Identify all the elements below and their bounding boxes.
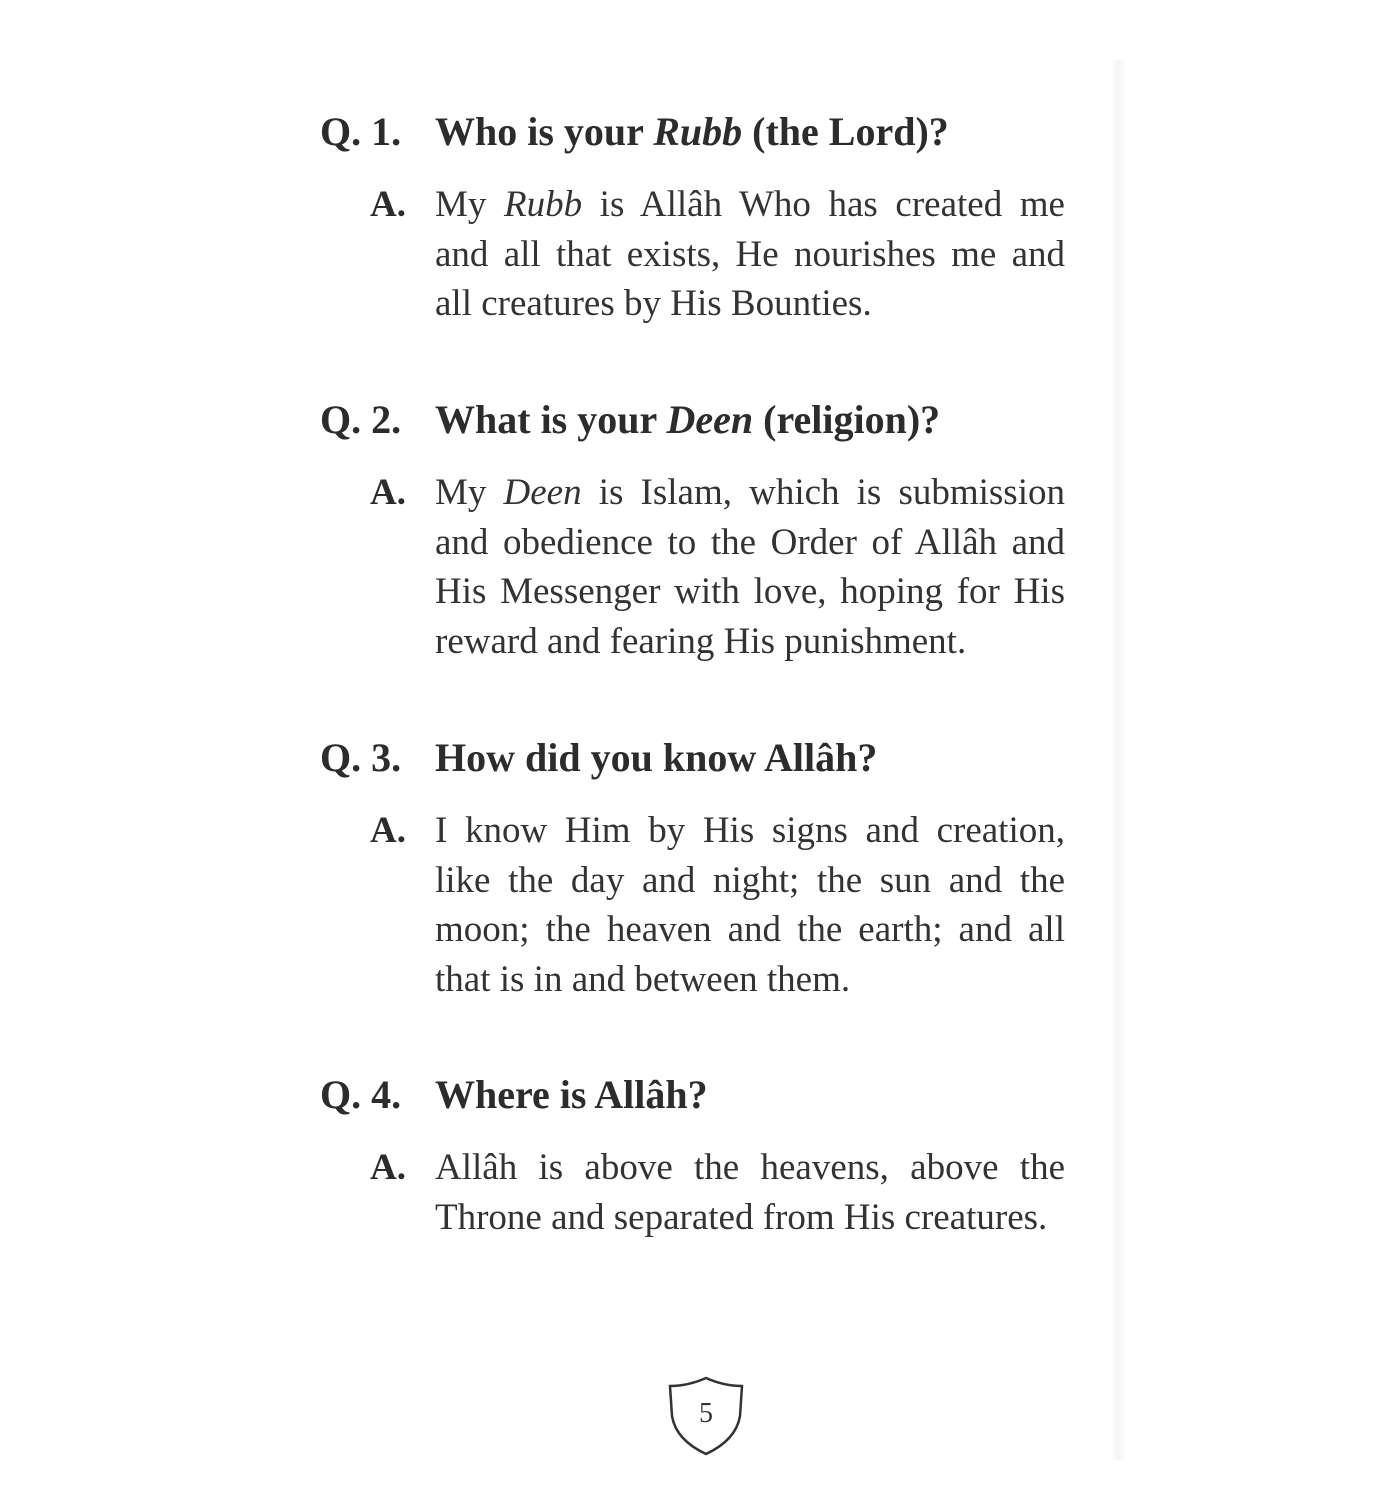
answer-text: I know Him by His signs and creation, like the day and night; the sun and the moon; the heaven and the earth; and all that is in and between them. bbox=[435, 810, 1065, 1000]
answer-text: My Rubb is Allâh Who has created me and all that exists, He nourishes me and all creatures by His Bounties. bbox=[435, 184, 1065, 324]
question-number: Q. 3. bbox=[320, 735, 402, 780]
answer-text: My Deen is Islam, which is submission and obedience to the Order of Allâh and His Messenger with love, hoping for His reward and fearing His punishment. bbox=[435, 472, 1065, 662]
page-number: 5 bbox=[699, 1398, 713, 1429]
answer-label: A. bbox=[370, 184, 406, 225]
question-text: What is your Deen (religion)? bbox=[435, 397, 941, 442]
question-text: How did you know Allâh? bbox=[435, 735, 878, 780]
question-number: Q. 1. bbox=[320, 109, 402, 154]
page-number-badge bbox=[666, 1376, 746, 1458]
question-4 bbox=[320, 1071, 1065, 1119]
answer-2 bbox=[370, 468, 1065, 666]
question-number: Q. 2. bbox=[320, 397, 402, 442]
answer-text: Allâh is above the heavens, above the Throne and separated from His creatures. bbox=[435, 1147, 1065, 1238]
answer-label: A. bbox=[370, 472, 406, 513]
answer-label: A. bbox=[370, 810, 406, 851]
answer-4 bbox=[370, 1143, 1065, 1242]
question-3 bbox=[320, 734, 1065, 782]
answer-label: A. bbox=[370, 1147, 406, 1188]
question-text: Where is Allâh? bbox=[435, 1072, 708, 1117]
answer-1 bbox=[370, 180, 1065, 329]
scan-shadow bbox=[1110, 60, 1126, 1460]
qa-block-2 bbox=[320, 396, 1065, 666]
qa-block-4 bbox=[320, 1071, 1065, 1242]
qa-block-3 bbox=[320, 734, 1065, 1004]
qa-block-1 bbox=[320, 108, 1065, 329]
question-1 bbox=[320, 108, 1065, 156]
question-text: Who is your Rubb (the Lord)? bbox=[435, 109, 949, 154]
question-number: Q. 4. bbox=[320, 1072, 402, 1117]
answer-3 bbox=[370, 806, 1065, 1004]
question-2 bbox=[320, 396, 1065, 444]
